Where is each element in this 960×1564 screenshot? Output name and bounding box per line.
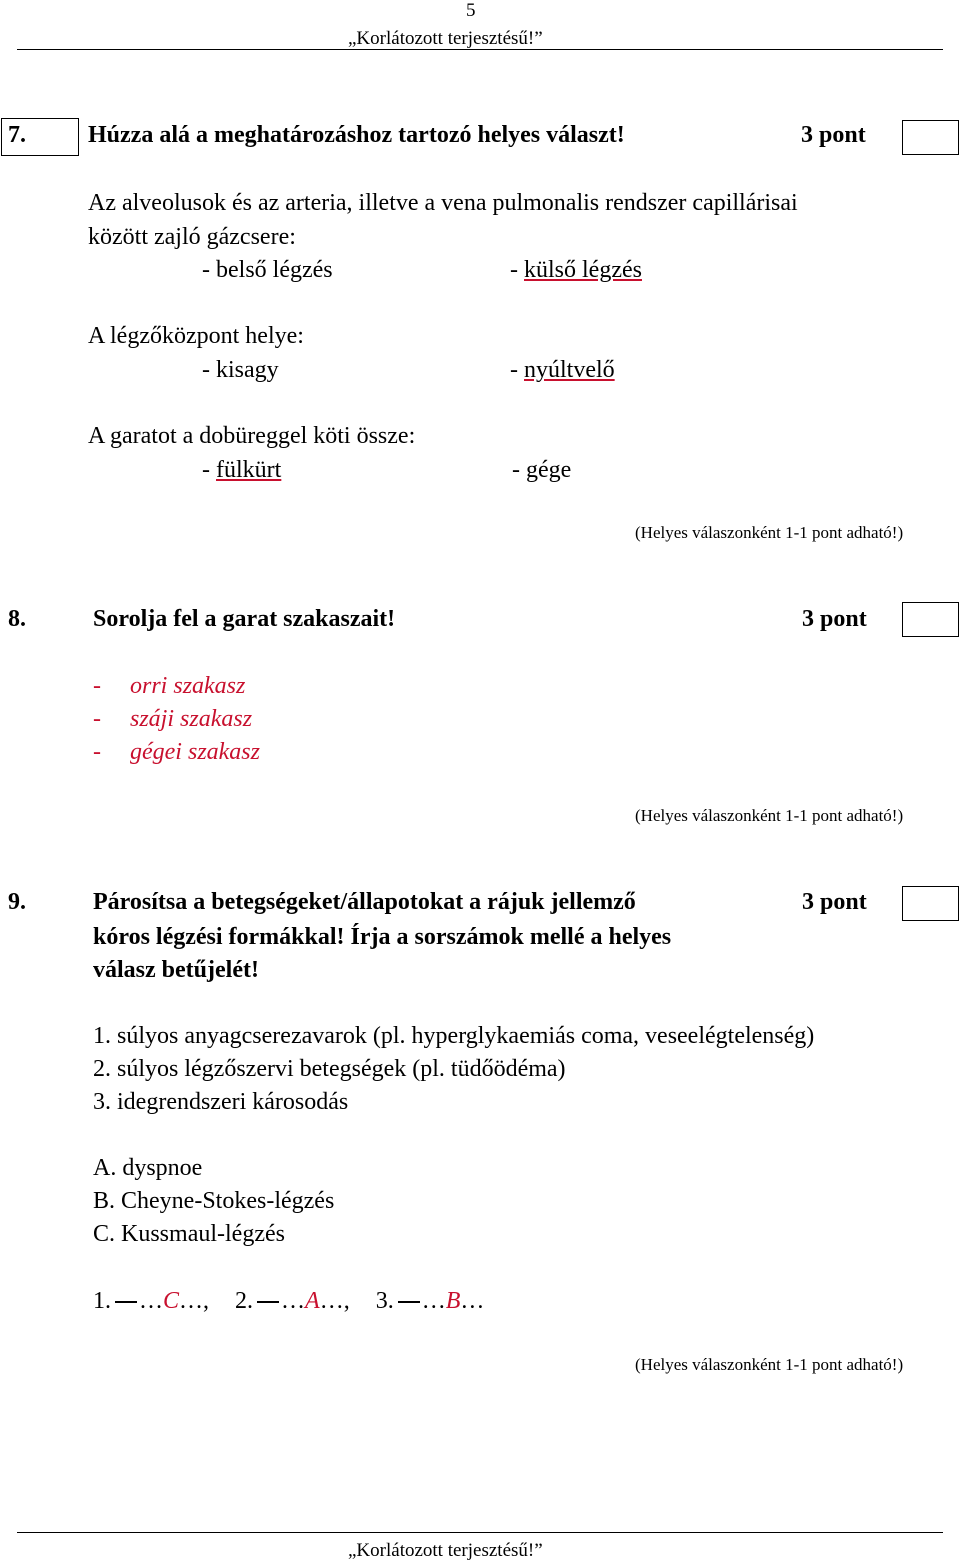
pair-dots: …, (319, 1288, 350, 1314)
score-box[interactable] (902, 886, 959, 921)
dash-line (257, 1301, 279, 1303)
question-number: 9. (8, 889, 26, 915)
question-number: 8. (8, 606, 26, 632)
pair-dots: …, (179, 1288, 210, 1314)
pair-number: 1. (93, 1288, 111, 1314)
answer-line (93, 739, 260, 766)
points-label: 3 pont (802, 606, 867, 632)
item-text: A garatot a dobüreggel köti össze: (88, 423, 416, 449)
answer-text: száji szakasz (130, 706, 253, 732)
question-title: Sorolja fel a garat szakaszait! (93, 606, 396, 632)
option-a: - belső légzés (202, 257, 333, 283)
option-b (510, 257, 642, 284)
condition-item: 3. idegrendszeri károsodás (93, 1089, 349, 1115)
page-number: 5 (466, 0, 476, 21)
answer-text: orri szakasz (130, 673, 246, 699)
item-text: A légzőközpont helye: (88, 323, 304, 349)
option-a (202, 457, 281, 484)
option-item: C. Kussmaul-légzés (93, 1221, 285, 1247)
scoring-note: (Helyes válaszonként 1-1 pont adható!) (635, 523, 904, 542)
option-item: A. dyspnoe (93, 1155, 203, 1181)
answer-dash: - (93, 739, 101, 765)
points-label: 3 pont (802, 889, 867, 915)
condition-item: 1. súlyos anyagcserezavarok (pl. hyperglykaemiás coma, veseelégtelenség) (93, 1023, 815, 1049)
underlined-answer: fülkürt (216, 457, 282, 483)
scoring-note: (Helyes válaszonként 1-1 pont adható!) (635, 1355, 904, 1374)
score-box[interactable] (902, 602, 959, 637)
option-item: B. Cheyne-Stokes-légzés (93, 1188, 335, 1214)
dash-prefix: - (510, 257, 524, 283)
dash-line (398, 1301, 420, 1303)
item-text: között zajló gázcsere: (88, 224, 296, 250)
underlined-answer: külső légzés (524, 257, 642, 283)
condition-item: 2. súlyos légzőszervi betegségek (pl. tüdőödéma) (93, 1056, 566, 1082)
question-number: 7. (8, 122, 26, 148)
option-b: - gége (512, 457, 572, 483)
underlined-answer: nyúltvelő (524, 357, 615, 383)
answer-dash: - (93, 706, 101, 732)
pair-number: 3. (375, 1288, 394, 1314)
header-rule (17, 49, 943, 50)
pair-number: 2. (235, 1288, 254, 1314)
pair-dots: … (281, 1288, 306, 1314)
pair-dots: … (460, 1288, 485, 1314)
item-text: Az alveolusok és az arteria, illetve a vena pulmonalis rendszer capillárisai (88, 190, 798, 216)
header-notice: „Korlátozott terjesztésű!” (348, 28, 543, 49)
points-label: 3 pont (801, 122, 866, 148)
answer-dash: - (93, 673, 101, 699)
scoring-note: (Helyes válaszonként 1-1 pont adható!) (635, 806, 904, 825)
question-title: kóros légzési formákkal! Írja a sorszámok mellé a helyes (93, 924, 672, 950)
pair-letter: B (445, 1288, 461, 1314)
option-b (510, 357, 615, 384)
dash-prefix: - (202, 457, 216, 483)
pair-dots: … (139, 1288, 163, 1314)
footer-rule (17, 1532, 943, 1533)
footer-notice: „Korlátozott terjesztésű!” (348, 1540, 543, 1561)
question-title: Párosítsa a betegségeket/állapotokat a rájuk jellemző (93, 889, 636, 915)
dash-line (115, 1301, 137, 1303)
pairing-answer (93, 1288, 484, 1315)
answer-line (93, 706, 252, 733)
answer-line (93, 673, 245, 700)
answer-text: gégei szakasz (130, 739, 260, 765)
pair-letter: A (305, 1288, 320, 1314)
dash-prefix: - (510, 357, 524, 383)
pair-letter: C (163, 1288, 180, 1314)
option-a: - kisagy (202, 357, 279, 383)
pair-dots: … (421, 1288, 446, 1314)
score-box[interactable] (902, 120, 959, 155)
question-title: Húzza alá a meghatározáshoz tartozó helyes választ! (88, 122, 625, 148)
question-title: válasz betűjelét! (93, 957, 259, 983)
